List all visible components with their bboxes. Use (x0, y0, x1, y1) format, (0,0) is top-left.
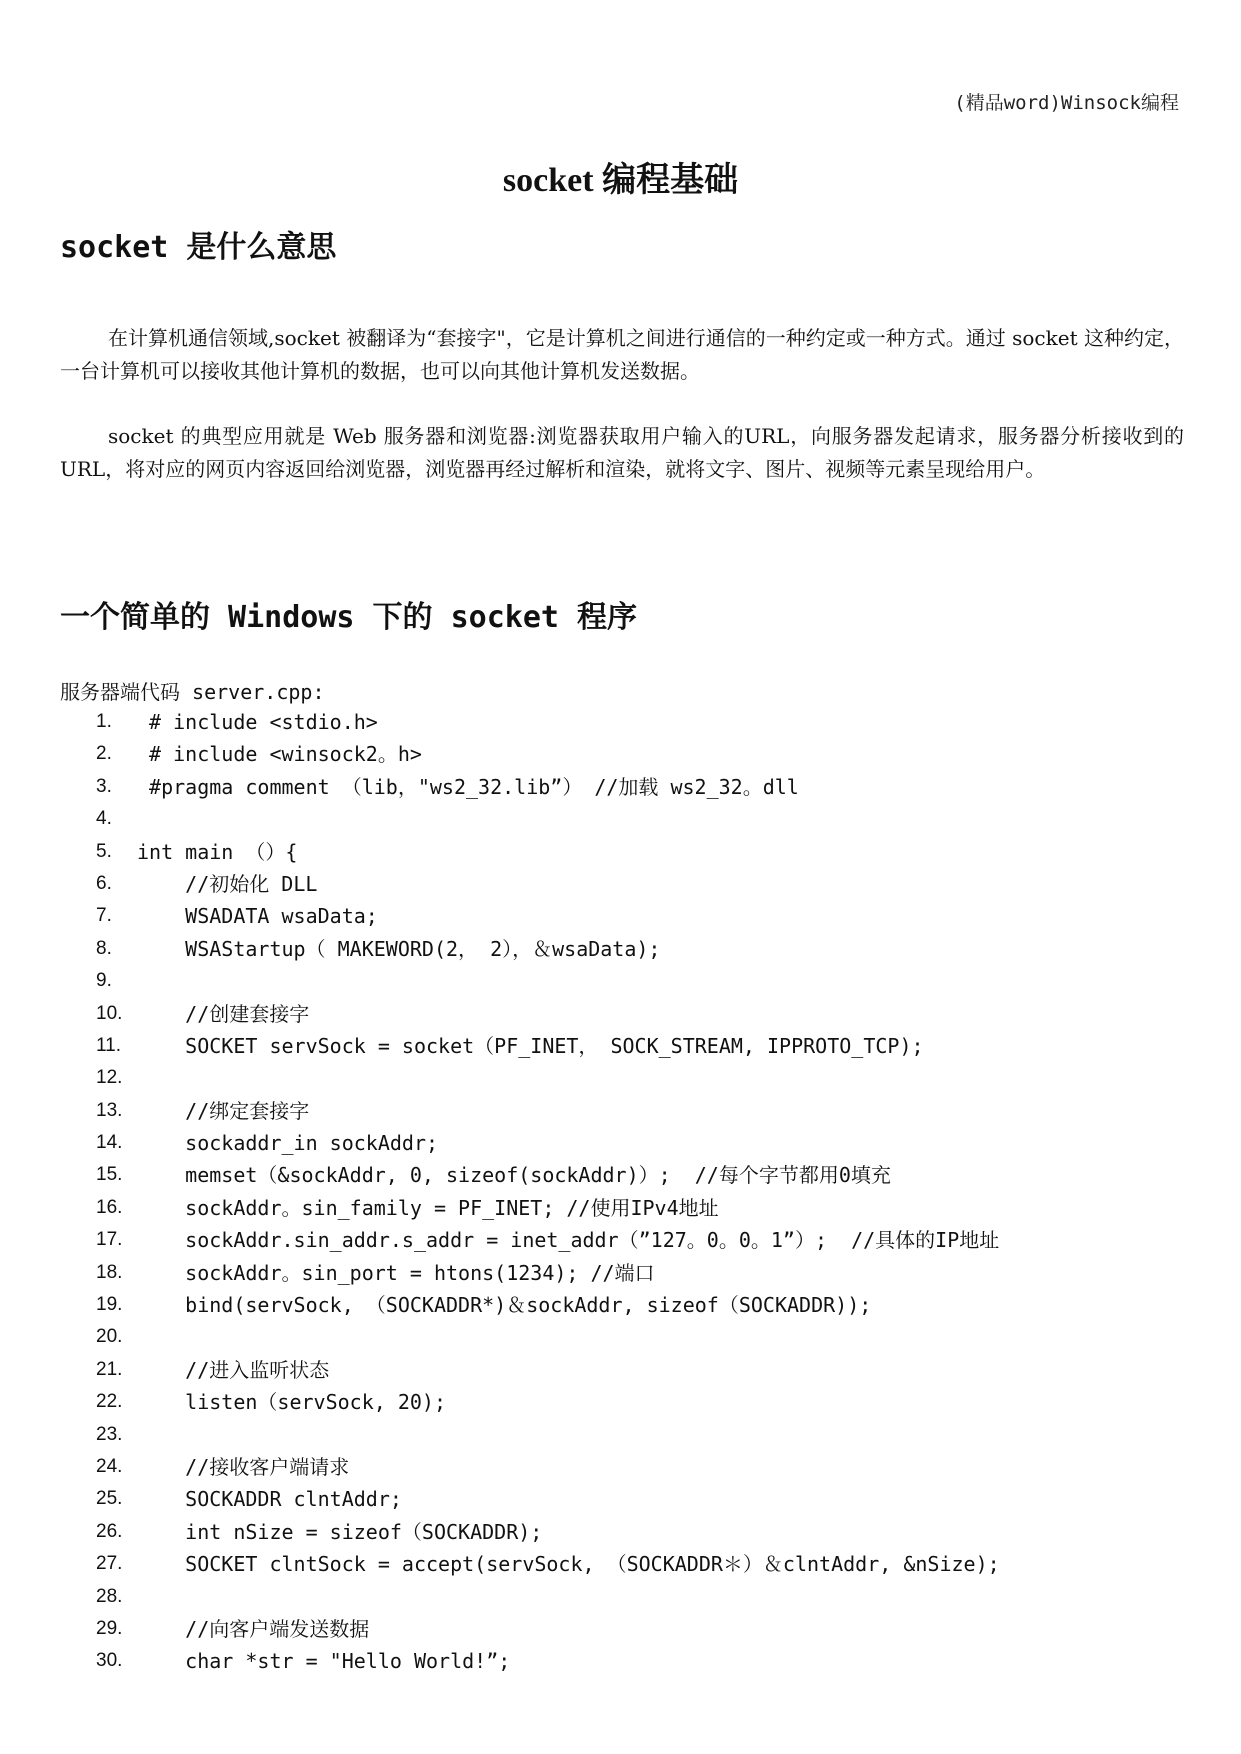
line-number: 30. (96, 1650, 123, 1672)
line-number: 27. (96, 1553, 123, 1575)
code-text: //创建套接字 (137, 1001, 310, 1026)
code-text: listen（servSock, 20); (137, 1390, 446, 1415)
line-number: 21. (96, 1358, 123, 1380)
line-number: 18. (96, 1261, 123, 1283)
line-number: 14. (96, 1132, 123, 1154)
code-text: SOCKET servSock = socket（PF_INET， SOCK_STREAM, IPPROTO_TCP); (137, 1033, 924, 1058)
line-number: 5. (96, 840, 112, 862)
code-text: int main （）{ (137, 839, 298, 864)
code-text: SOCKET clntSock = accept(servSock, （SOCKADDR＊）＆clntAddr, &nSize); (137, 1552, 1000, 1577)
code-text: WSAStartup（ MAKEWORD(2， 2），＆wsaData); (137, 936, 661, 961)
line-number: 4. (96, 808, 112, 830)
code-text: sockAddr。sin_family = PF_INET; //使用IPv4地址 (137, 1195, 719, 1220)
paragraph-definition: 在计算机通信领域,socket 被翻译为“套接字"，它是计算机之间进行通信的一种约定或一种方式。通过 socket 这种约定，一台计算机可以接收其他计算机的数据，也可以向其他计算机发送数据。 (60, 326, 1184, 383)
line-number: 23. (96, 1423, 123, 1445)
code-text: sockAddr。sin_port = htons(1234); //端口 (137, 1260, 655, 1285)
code-text: //接收客户端请求 (137, 1454, 350, 1479)
line-number: 1. (96, 711, 112, 732)
code-text: # include <stdio.h> (137, 710, 378, 734)
page-title: socket 编程基础 (502, 162, 739, 199)
line-number: 28. (96, 1585, 123, 1607)
code-text: char *str = "Hello World!”; (137, 1649, 511, 1674)
code-text: //向客户端发送数据 (137, 1616, 370, 1641)
code-text: # include <winsock2。h> (137, 742, 422, 767)
code-text: #pragma comment （lib，"ws2_32.lib”） //加载 ws2_32。dll (137, 774, 799, 799)
code-text: WSADATA wsaData; (137, 904, 378, 929)
line-number: 20. (96, 1326, 123, 1348)
code-text: sockaddr_in sockAddr; (137, 1131, 439, 1156)
line-number: 15. (96, 1164, 123, 1186)
line-number: 29. (96, 1617, 123, 1639)
line-number: 19. (96, 1294, 123, 1316)
line-number: 26. (96, 1520, 123, 1542)
code-text: sockAddr.sin_addr.s_addr = inet_addr（”127。0。0。1”）; //具体的IP地址 (137, 1228, 1000, 1253)
line-number: 9. (96, 970, 112, 992)
code-text: bind(servSock, （SOCKADDR*)＆sockAddr, sizeof（SOCKADDR)); (137, 1293, 872, 1318)
line-number: 13. (96, 1099, 123, 1121)
running-header: (精品word)Winsock编程 (954, 92, 1179, 114)
line-number: 3. (96, 775, 112, 797)
code-intro: 服务器端代码 server.cpp: (60, 680, 325, 704)
line-number: 12. (96, 1067, 123, 1089)
code-text: //绑定套接字 (137, 1098, 310, 1123)
section-heading-windows-program: 一个简单的 Windows 下的 socket 程序 (60, 600, 638, 635)
line-number: 10. (96, 1002, 123, 1024)
line-number: 24. (96, 1455, 123, 1477)
line-number: 17. (96, 1229, 123, 1251)
line-number: 2. (96, 743, 112, 765)
section-heading-what-is-socket: socket 是什么意思 (60, 230, 337, 265)
line-number: 11. (96, 1034, 122, 1056)
code-text: //进入监听状态 (137, 1357, 330, 1382)
code-text: SOCKADDR clntAddr; (137, 1487, 402, 1512)
code-text: memset（&sockAddr, 0, sizeof(sockAddr)）; //每个字节都用0填充 (137, 1163, 891, 1188)
line-number: 22. (96, 1391, 123, 1413)
line-number: 16. (96, 1196, 123, 1218)
line-number: 7. (96, 905, 112, 927)
line-number: 25. (96, 1488, 123, 1510)
code-text: int nSize = sizeof（SOCKADDR); (137, 1519, 543, 1544)
line-number: 8. (96, 937, 112, 959)
code-text: //初始化 DLL (137, 871, 318, 896)
paragraph-typical-use: socket 的典型应用就是 Web 服务器和浏览器:浏览器获取用户输入的URL，向服务器发起请求，服务器分析接收到的URL，将对应的网页内容返回给浏览器，浏览器再经过解析和渲染，就将文字、图片、视频等元素呈现给用户。 (60, 424, 1184, 481)
line-number: 6. (96, 872, 112, 894)
